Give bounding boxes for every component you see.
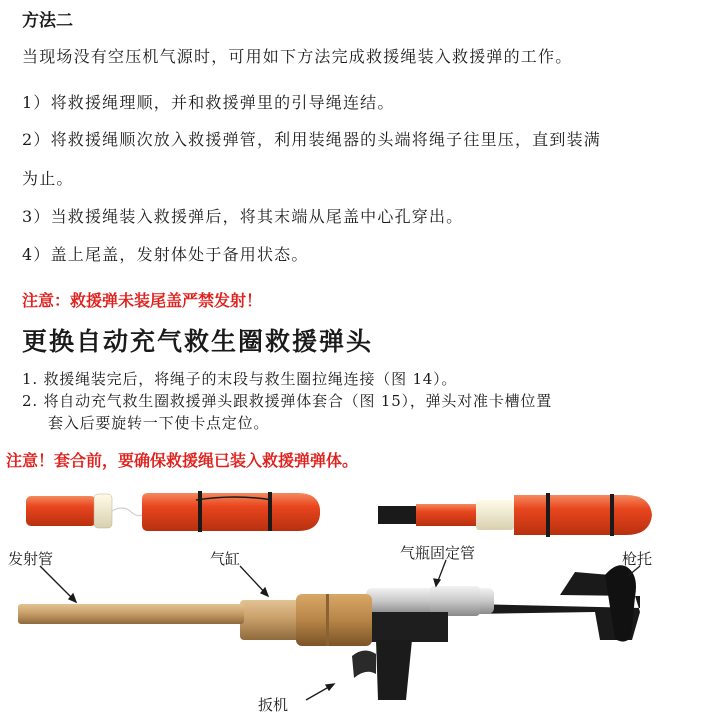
- method-step-2-line1: 2）将救援绳顺次放入救援弹管，利用装绳器的头端将绳子往里压，直到装满: [22, 130, 601, 149]
- section-warning: 注意！套合前，要确保救援绳已装入救援弹弹体。: [6, 451, 359, 470]
- method-step-4: 4）盖上尾盖，发射体处于备用状态。: [22, 245, 309, 264]
- section-item-1: 1. 救援绳装完后，将绳子的末段与救生圈拉绳连接（图 14）。: [22, 370, 458, 388]
- method-step-3: 3）当救援绳装入救援弹后，将其末端从尾盖中心孔穿出。: [22, 207, 464, 226]
- method-intro: 当现场没有空压机气源时，可用如下方法完成救援绳装入救援弹的工作。: [22, 47, 573, 66]
- section-title: 更换自动充气救生圈救援弹头: [22, 327, 374, 356]
- arrowhead-bottle-mount: [434, 579, 440, 586]
- method-step-2-line2: 为止。: [22, 169, 74, 188]
- method-warning: 注意：救援弹未装尾盖严禁发射！: [22, 291, 263, 310]
- label-bottle-mount: 气瓶固定管: [400, 544, 476, 562]
- method-step-1: 1）将救援绳理顺，并和救援弹里的引导绳连结。: [22, 93, 395, 112]
- method-title: 方法二: [22, 11, 73, 31]
- label-trigger: 扳机: [258, 696, 289, 714]
- arrowhead-trigger: [326, 684, 334, 690]
- section-item-2-line1: 2. 将自动充气救生圈救援弹头跟救援弹体套合（图 15），弹头对准卡槽位置: [22, 392, 553, 410]
- label-cylinder: 气缸: [210, 550, 241, 568]
- label-stock: 枪托: [622, 550, 653, 568]
- pointer-stock: [628, 566, 640, 576]
- section-item-2-line2: 套入后要旋转一下使卡点定位。: [48, 414, 270, 432]
- label-launch-tube: 发射管: [8, 550, 54, 568]
